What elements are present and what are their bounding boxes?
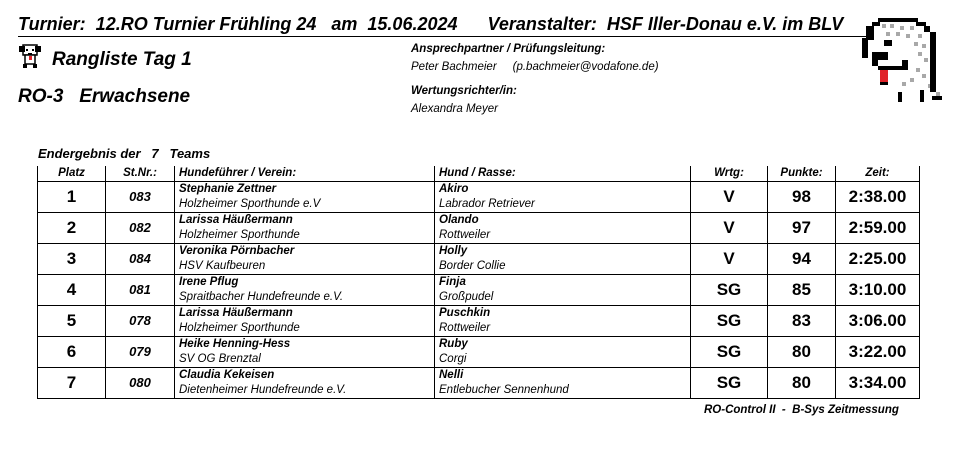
handler-cell [175, 243, 435, 274]
col-header-stnr: St.Nr.: [106, 166, 175, 181]
rank-cell: 7 [38, 367, 106, 398]
dog-cell [435, 181, 691, 212]
col-header-dog: Hund / Rasse: [435, 166, 691, 181]
table-row [38, 212, 920, 243]
dog-breed: Rottweiler [439, 321, 491, 334]
dog-name: Puschkin [439, 306, 491, 319]
rank-cell: 6 [38, 336, 106, 367]
time-cell: 3:10.00 [836, 274, 920, 305]
points-cell: 85 [768, 274, 836, 305]
table-row [38, 305, 920, 336]
dog-name: Ruby [439, 337, 468, 350]
handler-name: Veronika Pörnbacher [179, 244, 295, 257]
dog-breed: Rottweiler [439, 228, 491, 241]
rating-cell: V [691, 212, 768, 243]
handler-club: Holzheimer Sporthunde [179, 228, 300, 241]
footer-credit: RO-Control II - B-Sys Zeitmessung [704, 404, 899, 416]
handler-name: Larissa Häußermann [179, 306, 293, 319]
contact-value: Peter Bachmeier (p.bachmeier@vodafone.de) [411, 61, 659, 73]
handler-cell [175, 367, 435, 398]
time-cell: 2:59.00 [836, 212, 920, 243]
rank-cell: 4 [38, 274, 106, 305]
rank-cell: 2 [38, 212, 106, 243]
handler-name: Stephanie Zettner [179, 182, 277, 195]
table-row [38, 367, 920, 398]
handler-cell [175, 305, 435, 336]
dog-cell [435, 305, 691, 336]
start-number-cell: 080 [106, 367, 175, 398]
rating-cell: SG [691, 305, 768, 336]
dog-cell [435, 243, 691, 274]
handler-cell [175, 274, 435, 305]
dog-logo-icon [858, 12, 946, 106]
handler-club: HSV Kaufbeuren [179, 259, 266, 272]
table-row [38, 336, 920, 367]
handler-cell [175, 212, 435, 243]
points-cell: 83 [768, 305, 836, 336]
points-cell: 80 [768, 336, 836, 367]
time-cell: 2:25.00 [836, 243, 920, 274]
rank-cell: 1 [38, 181, 106, 212]
start-number-cell: 082 [106, 212, 175, 243]
dog-breed: Entlebucher Sennenhund [439, 383, 569, 396]
page-title: Rangliste Tag 1 [52, 49, 192, 70]
dog-logo-small-icon [17, 42, 43, 70]
table-row [38, 274, 920, 305]
handler-name: Irene Pflug [179, 275, 239, 288]
rank-cell: 3 [38, 243, 106, 274]
time-cell: 2:38.00 [836, 181, 920, 212]
dog-name: Olando [439, 213, 479, 226]
dog-cell [435, 336, 691, 367]
col-header-platz: Platz [38, 166, 106, 181]
rank-cell: 5 [38, 305, 106, 336]
header-divider [18, 36, 868, 37]
result-summary: Endergebnis der 7 Teams [38, 146, 211, 161]
ranking-table [37, 166, 920, 399]
col-header-time: Zeit: [836, 166, 920, 181]
dog-cell [435, 367, 691, 398]
table-row [38, 181, 920, 212]
points-cell: 98 [768, 181, 836, 212]
rating-cell: SG [691, 367, 768, 398]
table-header-row [38, 166, 920, 181]
rating-cell: SG [691, 336, 768, 367]
dog-breed: Labrador Retriever [439, 197, 535, 210]
col-header-points: Punkte: [768, 166, 836, 181]
handler-club: Dietenheimer Hundefreunde e.V. [179, 383, 347, 396]
points-cell: 97 [768, 212, 836, 243]
dog-cell [435, 274, 691, 305]
contact-label: Ansprechpartner / Prüfungsleitung: [411, 43, 606, 55]
dog-cell [435, 212, 691, 243]
class-title: RO-3 Erwachsene [18, 86, 191, 107]
rating-cell: V [691, 243, 768, 274]
rating-cell: V [691, 181, 768, 212]
points-cell: 94 [768, 243, 836, 274]
handler-club: Holzheimer Sporthunde [179, 321, 300, 334]
start-number-cell: 078 [106, 305, 175, 336]
table-row [38, 243, 920, 274]
handler-name: Larissa Häußermann [179, 213, 293, 226]
tournament-header: Turnier: 12.RO Turnier Frühling 24 am 15.06.2024 Veranstalter: HSF Iller-Donau e.V. im BLV [18, 14, 844, 34]
dog-breed: Großpudel [439, 290, 494, 303]
handler-name: Claudia Kekeisen [179, 368, 275, 381]
dog-name: Holly [439, 244, 468, 257]
rating-cell: SG [691, 274, 768, 305]
start-number-cell: 083 [106, 181, 175, 212]
col-header-handler: Hundeführer / Verein: [175, 166, 435, 181]
start-number-cell: 079 [106, 336, 175, 367]
judge-value: Alexandra Meyer [411, 103, 498, 115]
judge-label: Wertungsrichter/in: [411, 85, 517, 97]
dog-name: Akiro [439, 182, 469, 195]
handler-club: Spraitbacher Hundefreunde e.V. [179, 290, 344, 303]
time-cell: 3:34.00 [836, 367, 920, 398]
start-number-cell: 081 [106, 274, 175, 305]
handler-cell [175, 336, 435, 367]
points-cell: 80 [768, 367, 836, 398]
dog-breed: Border Collie [439, 259, 506, 272]
dog-breed: Corgi [439, 352, 467, 365]
handler-cell [175, 181, 435, 212]
handler-club: Holzheimer Sporthunde e.V [179, 197, 321, 210]
handler-name: Heike Henning-Hess [179, 337, 291, 350]
start-number-cell: 084 [106, 243, 175, 274]
col-header-rating: Wrtg: [691, 166, 768, 181]
time-cell: 3:22.00 [836, 336, 920, 367]
handler-club: SV OG Brenztal [179, 352, 261, 365]
dog-name: Finja [439, 275, 466, 288]
dog-name: Nelli [439, 368, 464, 381]
time-cell: 3:06.00 [836, 305, 920, 336]
